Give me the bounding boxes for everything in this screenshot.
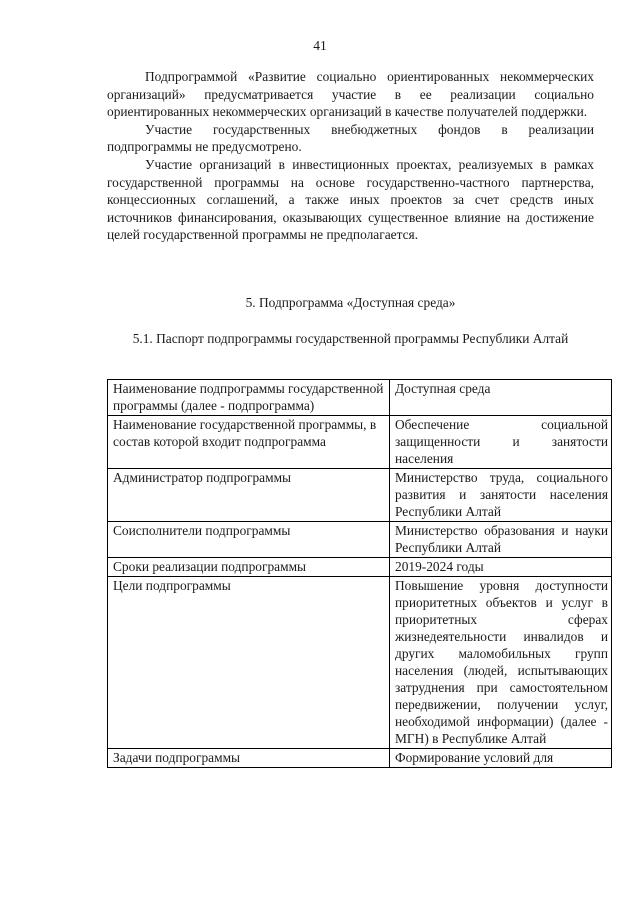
row-label: Задачи подпрограммы (108, 749, 390, 768)
row-label: Наименование подпрограммы государственной программы (далее - подпрограмма) (108, 380, 390, 416)
passport-heading: 5.1. Паспорт подпрограммы государственной программы Республики Алтай (132, 331, 569, 346)
body-text (107, 68, 594, 244)
table-row-name (108, 380, 612, 416)
row-value: Доступная среда (390, 380, 612, 416)
table-row-period (108, 558, 612, 577)
passport-table (107, 379, 612, 768)
row-value: Обеспечение социальной защищенности и занятости населения (390, 416, 612, 469)
table-row-tasks (108, 749, 612, 768)
paragraph-investment: Участие организаций в инвестиционных проектах, реализуемых в рамках государственной программы на основе государственно-частного партнерства, концессионных соглашений, а также иных проектов за счет средств иных источников финансирования, оказывающих существенное влияние на достижение целей государственной программы не предполагается. (107, 156, 594, 243)
paragraph-sonko: Подпрограммой «Развитие социально ориентированных некоммерческих организаций» предусматривается участие в ее реализации социально ориентированных некоммерческих организаций в качестве получателей поддержки. (107, 69, 594, 120)
row-label: Администратор подпрограммы (108, 469, 390, 522)
row-value: Министерство труда, социального развития и занятости населения Республики Алтай (390, 469, 612, 522)
table-row-administrator (108, 469, 612, 522)
row-label: Сроки реализации подпрограммы (108, 558, 390, 577)
row-label: Соисполнители подпрограммы (108, 522, 390, 558)
row-label: Цели подпрограммы (108, 577, 390, 749)
row-value: Повышение уровня доступности приоритетных объектов и услуг в приоритетных сферах жизнедеятельности инвалидов и других маломобильных групп населения (людей, испытывающих затруднения при самостоятельном передвижении, получении услуг, необходимой информации) (далее - МГН) в Республике Алтай (390, 577, 612, 749)
row-label: Наименование государственной программы, в состав которой входит подпрограмма (108, 416, 390, 469)
page-number: 41 (313, 38, 327, 53)
section-heading: 5. Подпрограмма «Доступная среда» (245, 295, 456, 310)
row-value: Формирование условий для (390, 749, 612, 768)
table-row-goals (108, 577, 612, 749)
table-row-coexecutors (108, 522, 612, 558)
row-value: 2019-2024 годы (390, 558, 612, 577)
paragraph-funds: Участие государственных внебюджетных фондов в реализации подпрограммы не предусмотрено. (107, 121, 594, 155)
table-row-program (108, 416, 612, 469)
row-value: Министерство образования и науки Республики Алтай (390, 522, 612, 558)
